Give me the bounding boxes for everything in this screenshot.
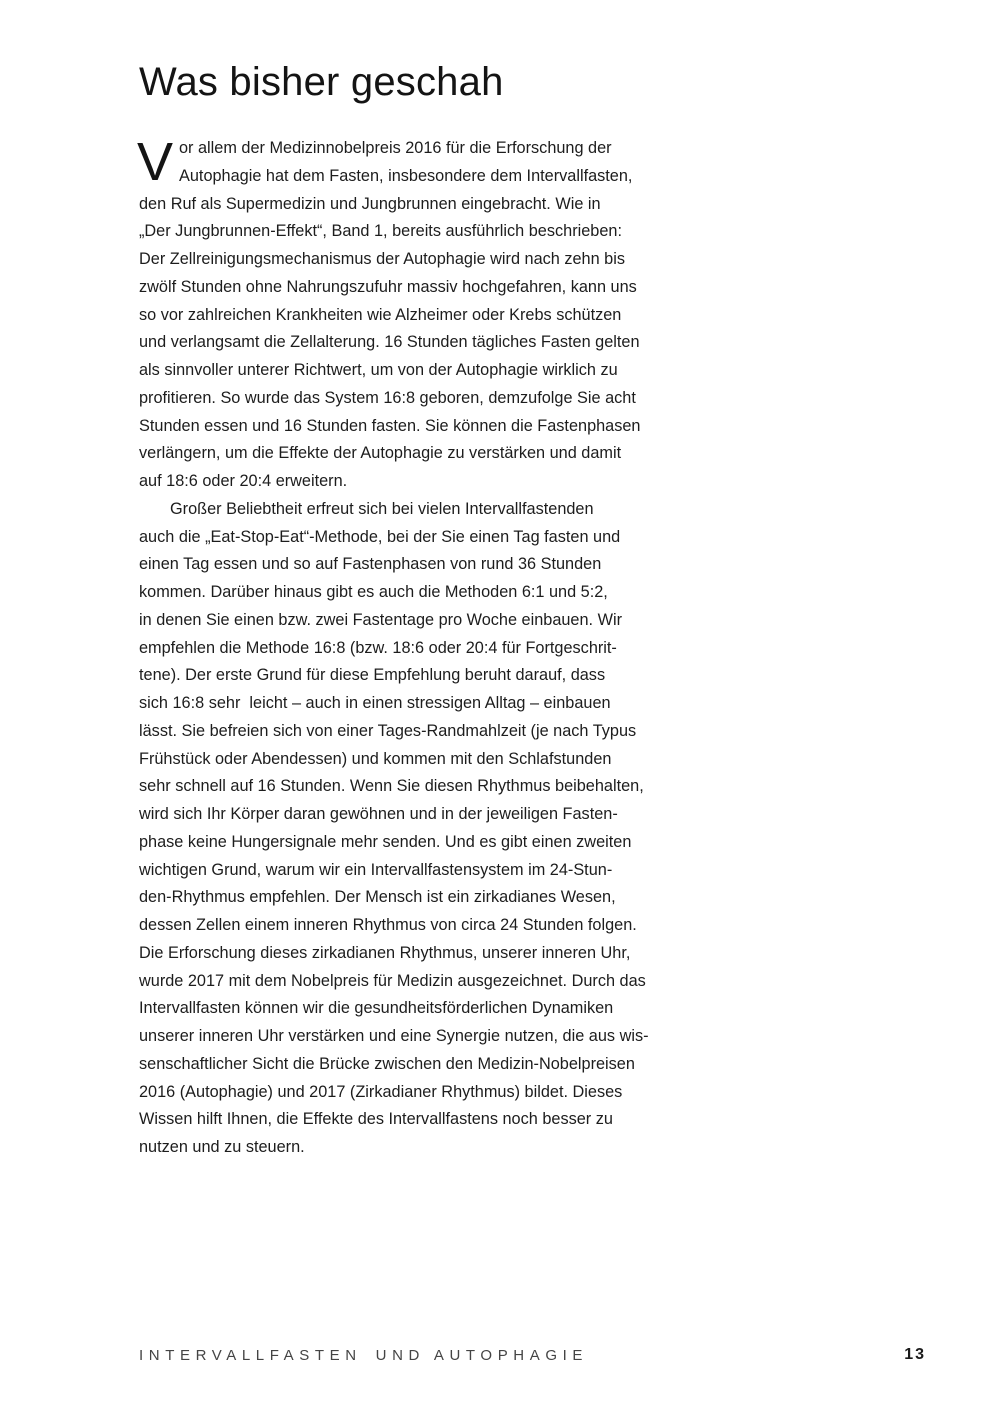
text-line: sehr schnell auf 16 Stunden. Wenn Sie diesen Rhythmus beibehalten, <box>139 777 644 796</box>
drop-cap: V <box>137 132 174 192</box>
text-line: „Der Jungbrunnen-Effekt“, Band 1, bereits ausführlich beschrieben: <box>139 222 622 241</box>
text-line: kommen. Darüber hinaus gibt es auch die Methoden 6:1 und 5:2, <box>139 583 608 601</box>
text-line: senschaftlicher Sicht die Brücke zwischen den Medizin-Nobelpreisen <box>139 1054 635 1073</box>
page-number: 13 <box>904 1346 926 1363</box>
text-line: sich 16:8 sehr leicht – auch in einen stressigen Alltag – einbauen <box>139 694 611 712</box>
text-line: den-Rhythmus empfehlen. Der Mensch ist ein zirkadianes Wesen, <box>139 888 616 907</box>
text-line: als sinnvoller unterer Richtwert, um von der Autophagie wirklich zu <box>139 361 618 379</box>
chapter-heading: Was bisher geschah <box>139 60 504 104</box>
text-line: profitieren. So wurde das System 16:8 geboren, demzufolge Sie acht <box>139 388 636 407</box>
text-line: auch die „Eat-Stop-Eat“-Methode, bei der Sie einen Tag fasten und <box>139 527 621 546</box>
text-line: Wissen hilft Ihnen, die Effekte des Intervallfastens noch besser zu <box>139 1110 613 1129</box>
text-line: phase keine Hungersignale mehr senden. Und es gibt einen zweiten <box>139 832 632 851</box>
text-line: or allem der Medizinnobelpreis 2016 für die Erforschung der <box>179 139 612 157</box>
text-line: Stunden essen und 16 Stunden fasten. Sie können die Fastenphasen <box>139 416 641 435</box>
text-line: auf 18:6 oder 20:4 erweitern. <box>139 472 348 490</box>
text-line: und verlangsamt die Zellalterung. 16 Stunden tägliches Fasten gelten <box>139 333 640 352</box>
text-line: lässt. Sie befreien sich von einer Tages-Randmahlzeit (je nach Typus <box>139 721 637 740</box>
text-line: tene). Der erste Grund für diese Empfehlung beruht darauf, dass <box>139 666 606 685</box>
text-line: zwölf Stunden ohne Nahrungszufuhr massiv hochgefahren, kann uns <box>139 277 637 296</box>
running-footer-part2: UND AUTOPHAGIE <box>375 1347 588 1364</box>
text-line: empfehlen die Methode 16:8 (bzw. 18:6 oder 20:4 für Fortgeschrit- <box>139 638 617 657</box>
text-line: wichtigen Grund, warum wir ein Intervallfastensystem im 24-Stun- <box>139 860 613 879</box>
text-line: 2016 (Autophagie) und 2017 (Zirkadianer Rhythmus) bildet. Dieses <box>139 1082 623 1101</box>
text-line: den Ruf als Supermedizin und Jungbrunnen eingebracht. Wie in <box>139 194 601 213</box>
text-line: verlängern, um die Effekte der Autophagie zu verstärken und damit <box>139 444 622 463</box>
text-line: unserer inneren Uhr verstärken und eine Synergie nutzen, die aus wis- <box>139 1027 649 1045</box>
text-line: so vor zahlreichen Krankheiten wie Alzheimer oder Krebs schützen <box>139 305 622 324</box>
running-footer-part1: INTERVALLFASTEN <box>139 1347 362 1364</box>
text-line: Frühstück oder Abendessen) und kommen mit den Schlafstunden <box>139 749 612 768</box>
text-line: nutzen und zu steuern. <box>139 1138 305 1156</box>
text-line: Großer Beliebtheit erfreut sich bei vielen Intervallfastenden <box>170 499 594 518</box>
text-line: Autophagie hat dem Fasten, insbesondere dem Intervallfasten, <box>179 166 633 185</box>
paragraph-2 <box>139 496 719 1162</box>
running-footer <box>139 1347 588 1364</box>
text-line: Intervallfasten können wir die gesundheitsförderlichen Dynamiken <box>139 999 614 1018</box>
body-text <box>137 132 719 1162</box>
text-line: wird sich Ihr Körper daran gewöhnen und in der jeweiligen Fasten- <box>139 805 618 823</box>
text-line: Die Erforschung dieses zirkadianen Rhythmus, unserer inneren Uhr, <box>139 943 631 962</box>
paragraph-1 <box>137 132 719 496</box>
text-line: Der Zellreinigungsmechanismus der Autophagie wird nach zehn bis <box>139 250 625 268</box>
text-line: wurde 2017 mit dem Nobelpreis für Medizin ausgezeichnet. Durch das <box>139 971 646 990</box>
text-line: in denen Sie einen bzw. zwei Fastentage pro Woche einbauen. Wir <box>139 610 622 629</box>
text-line: dessen Zellen einem inneren Rhythmus von circa 24 Stunden folgen. <box>139 916 637 934</box>
text-line: einen Tag essen und so auf Fastenphasen von rund 36 Stunden <box>139 555 602 574</box>
